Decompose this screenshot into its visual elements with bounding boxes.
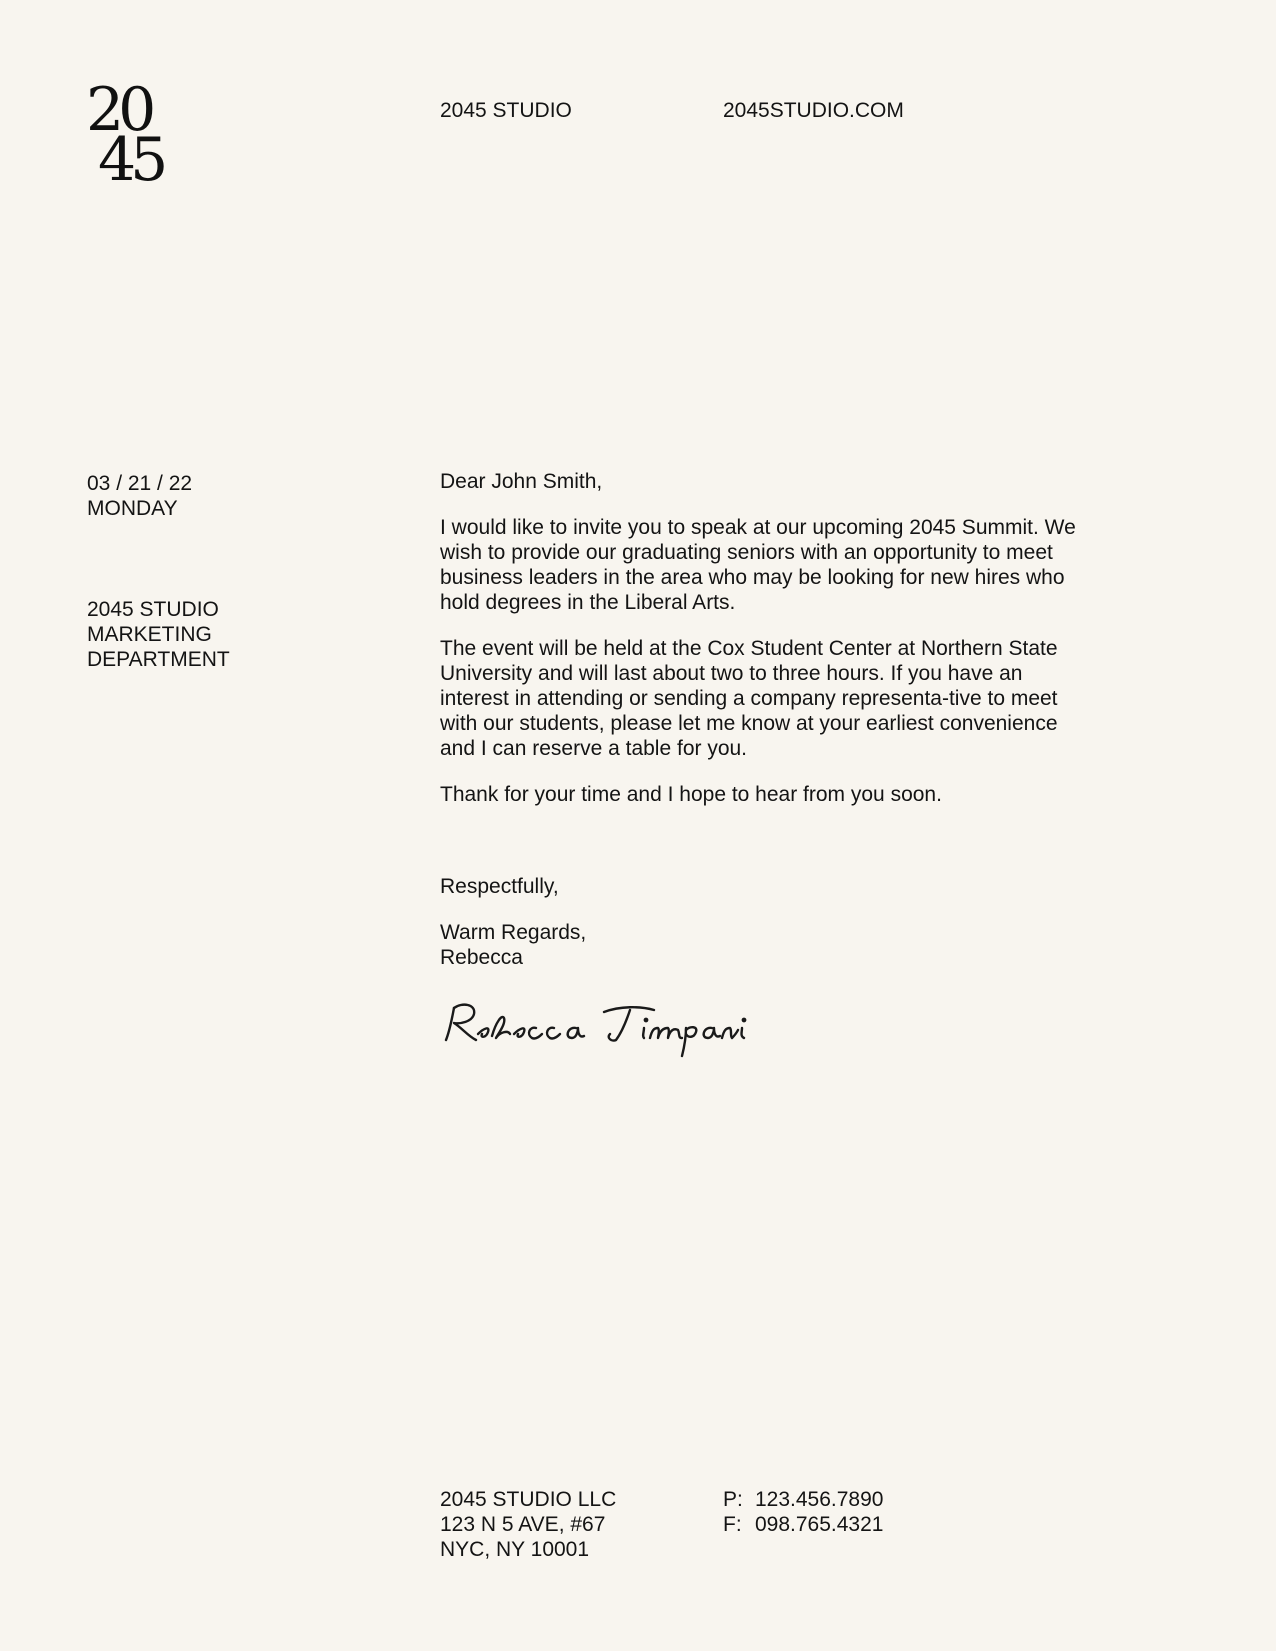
department-block <box>87 597 230 672</box>
letter-sender-name: Rebecca <box>440 946 523 969</box>
fax-label: F: <box>723 1513 742 1536</box>
phone-number: 123.456.7890 <box>755 1488 884 1511</box>
letter-body <box>440 469 1080 970</box>
footer-contact <box>723 1487 883 1537</box>
fax-number: 098.765.4321 <box>755 1513 884 1536</box>
letter-signoff <box>440 920 1080 970</box>
letter-paragraph: The event will be held at the Cox Student Center at Northern State University and will last about two to three hours. If you have an interest in attending or sending a company representa-tive to meet with our students, please let me know at your earliest convenience and I can reserve a table for you. <box>440 637 1058 760</box>
department-line: DEPARTMENT <box>87 648 230 671</box>
studio-logo <box>86 75 182 200</box>
letter-weekday: MONDAY <box>87 497 178 520</box>
handwritten-signature <box>440 998 770 1058</box>
footer-fax-row <box>723 1512 883 1537</box>
header-website: 2045STUDIO.COM <box>723 99 904 122</box>
department-line: MARKETING <box>87 623 212 646</box>
logo-line-2: 45 <box>98 125 163 195</box>
phone-label: P: <box>723 1488 743 1511</box>
letter-greeting: Dear John Smith, <box>440 470 603 493</box>
letter-closing: Respectfully, <box>440 875 559 898</box>
letter-regards: Warm Regards, <box>440 921 587 944</box>
department-line: 2045 STUDIO <box>87 598 219 621</box>
footer-phone-row <box>723 1487 883 1512</box>
date-block <box>87 471 192 521</box>
footer-street: 123 N 5 AVE, #67 <box>440 1513 606 1536</box>
footer-city: NYC, NY 10001 <box>440 1538 590 1561</box>
footer-company: 2045 STUDIO LLC <box>440 1488 617 1511</box>
header-studio-name: 2045 STUDIO <box>440 99 572 122</box>
logo-line-1: 20 <box>86 75 151 145</box>
letter-paragraph: Thank for your time and I hope to hear from you soon. <box>440 783 942 806</box>
footer-address <box>440 1487 616 1562</box>
letter-date: 03 / 21 / 22 <box>87 472 193 495</box>
letter-paragraph: I would like to invite you to speak at our upcoming 2045 Summit. We wish to provide our graduating seniors with an opportunity to meet business leaders in the area who may be looking for new hires who hold degrees in the Liberal Arts. <box>440 516 1076 614</box>
